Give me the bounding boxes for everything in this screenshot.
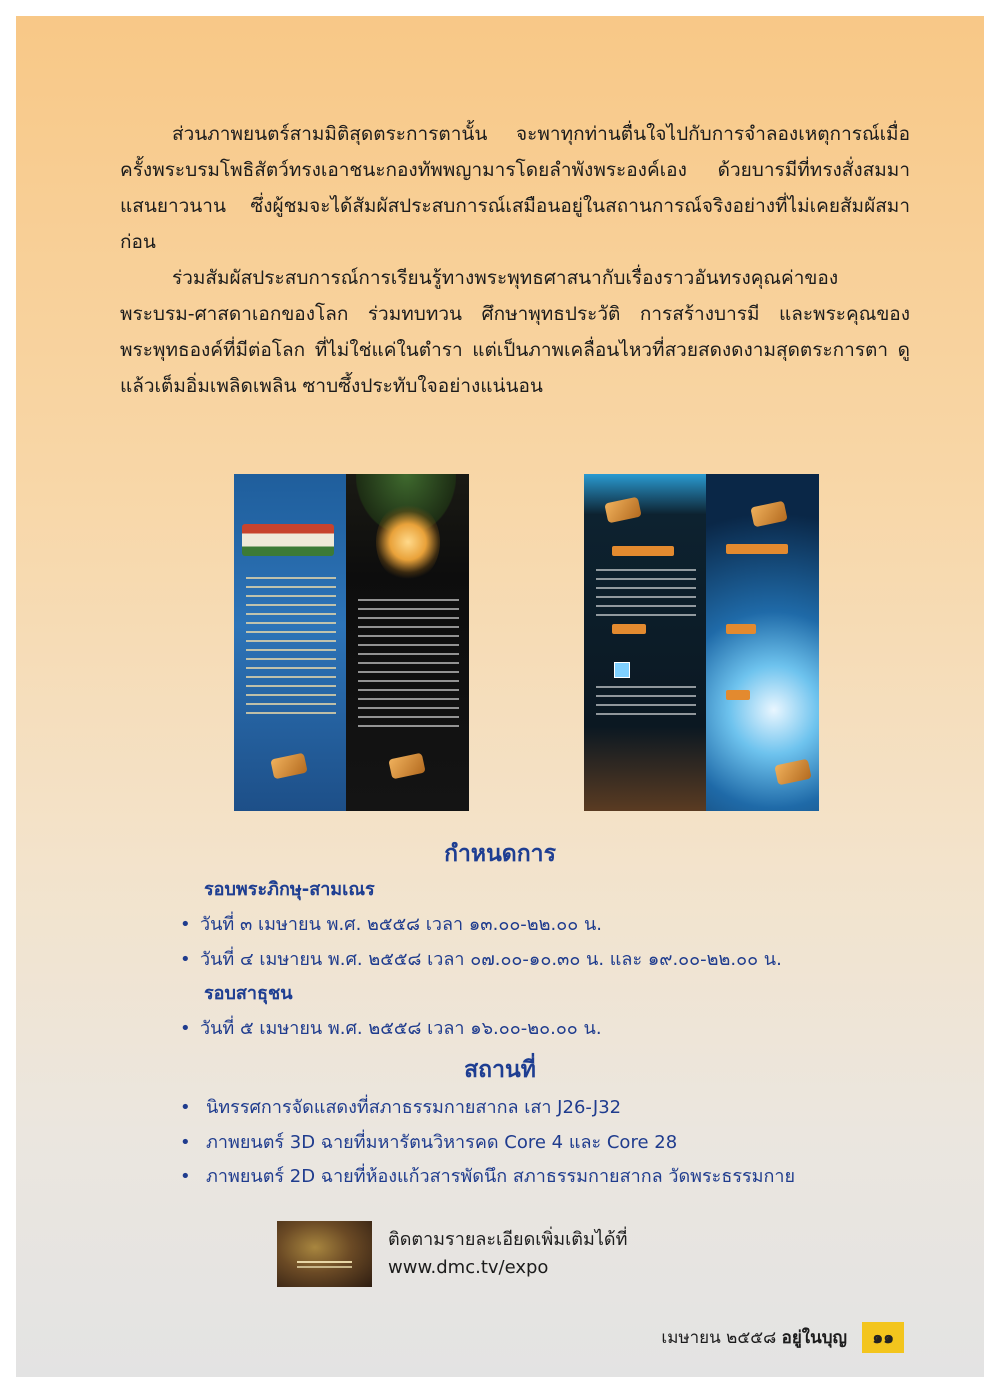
schedule-tag <box>612 546 674 556</box>
bullet: • <box>180 914 191 935</box>
earth-tag-3 <box>726 690 750 700</box>
monk-round-heading: รอบพระภิกษุ-สามเณร <box>204 879 375 900</box>
venue-title: สถานที่ <box>464 1057 536 1083</box>
brochure-2-earth-panel <box>706 474 819 811</box>
paragraph-2: ร่วมสัมผัสประสบการณ์การเรียนรู้ทางพระพุทธศาสนากับเรื่องราวอันทรงคุณค่าของพระบรม-ศาสดาเอกของโลก ร่วมทบทวน ศึกษาพุทธประวัติ การสร้างบารมี และพระคุณของพระพุทธองค์ที่มีต่อโลก ที่ไม่ใช่แค่ในตำรา แต่เป็นภาพเคลื่อนไหวที่สวยสดงดงามสุดตระการตา ดูแล้วเต็มอิ่มเพลิดเพลิน ซาบซึ้งประทับใจอย่างแน่นอน <box>120 267 910 397</box>
buddha-glow-illustration <box>376 502 440 582</box>
lay-round-heading: รอบสาธุชน <box>204 983 293 1004</box>
follow-info <box>388 1226 627 1282</box>
earth-tag <box>726 544 788 554</box>
logo-badge-icon-2 <box>388 753 425 780</box>
brochure-1-text-block <box>246 570 336 721</box>
brochure-2-text-block <box>596 562 696 623</box>
follow-text: ติดตามรายละเอียดเพิ่มเติมได้ที่ <box>388 1229 628 1250</box>
magazine-page <box>16 16 984 1377</box>
brochure-1-blue-panel <box>234 474 346 811</box>
bullet: • <box>180 949 191 970</box>
paragraph-1: ส่วนภาพยนตร์สามมิติสุดตระการตานั้น จะพาทุกท่านตื่นใจไปกับการจำลองเหตุการณ์เมื่อครั้งพระบรมโพธิสัตว์ทรงเอาชนะกองทัพพญามารโดยลำพังพระองค์เอง ด้วยบารมีที่ทรงสั่งสมมาแสนยาวนาน ซึ่งผู้ชมจะได้สัมผัสประสบการณ์เสมือนอยู่ในสถานการณ์จริงอย่างที่ไม่เคยสัมผัสมาก่อน <box>120 123 910 253</box>
qr-code-icon <box>614 662 630 678</box>
schedule-item: • วันที่ ๓ เมษายน พ.ศ. ๒๕๕๘ เวลา ๑๓.๐๐-๒๒.๐๐ น. <box>180 914 602 935</box>
page-footer <box>661 1322 904 1353</box>
logo-badge-icon-4 <box>750 501 787 528</box>
earth-tag-2 <box>726 624 756 634</box>
venue-item: • นิทรรศการจัดแสดงที่สภาธรรมกายสากล เสา J26-J32 <box>180 1097 622 1118</box>
logo-badge-icon <box>270 753 307 780</box>
bullet: • <box>180 1018 191 1039</box>
venue-item: • ภาพยนตร์ 3D ฉายที่มหารัตนวิหารคด Core 4 และ Core 28 <box>180 1132 678 1153</box>
logo-badge-icon-5 <box>774 759 811 786</box>
expo-url-link[interactable]: www.dmc.tv/expo <box>388 1257 549 1278</box>
schedule-item: • วันที่ ๔ เมษายน พ.ศ. ๒๕๕๘ เวลา ๐๗.๐๐-๑๐.๓๐ น. และ ๑๙.๐๐-๒๒.๐๐ น. <box>180 949 782 970</box>
temple-illustration <box>242 524 334 556</box>
brochure-image-1 <box>234 474 469 811</box>
issue-date: เมษายน ๒๕๕๘ <box>661 1328 777 1348</box>
schedule-item: • วันที่ ๕ เมษายน พ.ศ. ๒๕๕๘ เวลา ๑๖.๐๐-๒๐.๐๐ น. <box>180 1018 602 1039</box>
magazine-name: อยู่ในบุญ <box>781 1328 847 1348</box>
bullet: • <box>180 1097 191 1118</box>
body-text <box>120 116 910 404</box>
page-number: ๑๑ <box>862 1322 904 1353</box>
schedule-title: กำหนดการ <box>444 841 556 867</box>
venue-item: • ภาพยนตร์ 2D ฉายที่ห้องแก้วสารพัดนึก สภาธรรมกายสากล วัดพระธรรมกาย <box>180 1166 796 1187</box>
bullet: • <box>180 1132 191 1153</box>
brochure-image-2 <box>584 474 819 811</box>
brochure-2-dark-panel <box>584 474 706 811</box>
logo-badge-icon-3 <box>604 497 641 524</box>
bullet: • <box>180 1166 191 1187</box>
venue-tag <box>612 624 646 634</box>
expo-thumbnail-image <box>277 1221 372 1287</box>
brochure-1-dark-panel <box>346 474 469 811</box>
brochure-1-text-block-2 <box>358 592 459 734</box>
brochure-2-text-block-2 <box>596 679 696 722</box>
